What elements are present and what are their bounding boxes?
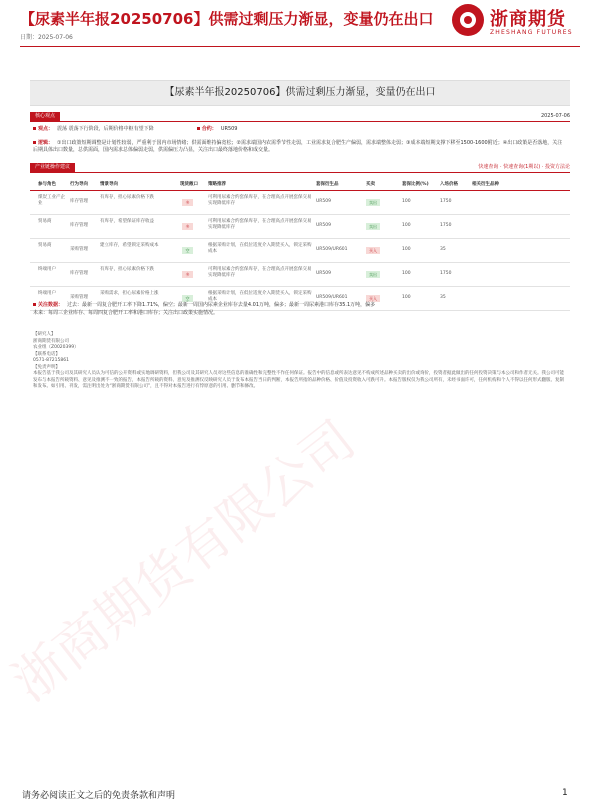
col-instrument: 套保衍生品: [316, 182, 339, 187]
table-cell-ratio: 100: [402, 295, 411, 300]
table-cell-ratio: 100: [402, 199, 411, 204]
table-cell-ratio: 100: [402, 247, 411, 252]
table-cell-scenario: 有库存，希望保证库存收益: [100, 219, 154, 224]
view-text: 震荡 震荡下行阶段，后期价格中枢有望下降: [57, 126, 154, 132]
col-strategy: 策略推荐: [208, 182, 226, 187]
table-row: [30, 191, 570, 215]
table-cell-strategy: 根据采购计划，在低位适度介入期货买入，锁定采购成本: [208, 243, 312, 254]
watermark: 浙商期货有限公司: [1, 410, 367, 714]
attention-future-line: [33, 310, 567, 317]
view-line: [33, 126, 238, 133]
table-cell-strategy: 根据采购计划，在低位适度介入期货买入，锁定采购成本: [208, 291, 312, 302]
table-cell-price: 35: [440, 247, 446, 252]
industry-section-bar: [30, 163, 570, 173]
table-cell-instrument: UR509: [316, 199, 332, 204]
side-badge: 卖出: [366, 199, 380, 206]
logo-name-cn: 浙商期货: [490, 9, 566, 30]
contact-line: 0571-87215861: [33, 358, 69, 363]
contract-label: 合约：: [201, 126, 217, 132]
page-number: 1: [562, 788, 568, 798]
exposure-badge: 空: [182, 295, 193, 302]
col-price: 入场价格: [440, 182, 458, 187]
table-cell-instrument: UR509/UR601: [316, 247, 348, 252]
core-view-date: 2025-07-06: [540, 113, 570, 119]
table-cell-strategy: 可利用尿素合约套保库存，在合理高点开展套保交易实现降低库存: [208, 195, 312, 206]
table-cell-scenario: 有库存，担心尿素价格下跌: [100, 195, 154, 200]
side-badge: 买入: [366, 295, 380, 302]
contact-line: 浙商期货有限公司: [33, 338, 69, 344]
table-cell-role: 终端用户: [38, 267, 56, 272]
side-badge: 卖出: [366, 223, 380, 230]
logic-text: ①出口政策短期调整是计划性较弱，严重利于国内市场情绪；供需面维持偏宽松；②需求端国内农需季节性走弱，工业需求复合肥生产偏弱，需求端整体走弱；③成本端短期支撑下移至1500-1600附近；④出口政策是否落地，关注后期具体出口数量，总供需面，国内需求总体偏弱走弱，供需偏压力凸显，关注出口最终落地价格和成交量。: [33, 140, 563, 153]
exposure-badge: 多: [182, 271, 193, 278]
col-related: 相关衍生品种: [472, 182, 499, 187]
logo-mark-icon: [452, 4, 484, 36]
view-label: 观点：: [38, 126, 54, 132]
contact-line: 【联系电话】: [33, 351, 60, 357]
contract-text: UR509: [220, 126, 238, 132]
table-cell-price: 1750: [440, 199, 452, 204]
core-view-tab: 核心观点: [30, 112, 60, 121]
col-scenario: 情景导向: [100, 182, 118, 187]
bullet-icon: [33, 127, 36, 130]
table-header: [30, 180, 570, 191]
table-cell-strategy: 可利用尿素合约套保库存，在合理高点开展套保交易实现降低库存: [208, 219, 312, 230]
side-badge: 买入: [366, 247, 380, 254]
table-cell-behavior: 采购管理: [70, 247, 88, 252]
table-cell-instrument: UR509: [316, 223, 332, 228]
header-title: 【尿素半年报20250706】供需过剩压力渐显，变量仍在出口: [20, 10, 434, 28]
side-badge: 卖出: [366, 271, 380, 278]
table-row: [30, 263, 570, 287]
header-date: 日期：2025-07-06: [20, 34, 73, 41]
table-cell-price: 35: [440, 295, 446, 300]
table-cell-role: 煤炭工业产企业: [38, 195, 65, 206]
logo-name-en: ZHESHANG FUTURES: [490, 29, 573, 36]
table-cell-strategy: 可利用尿素合约套保库存，在合理高点开展套保交易实现降低库存: [208, 267, 312, 278]
quick-links[interactable]: 快速查询 · 快速查询(1期以) · 投资方法论: [478, 164, 570, 170]
table-cell-instrument: UR509/UR601: [316, 295, 348, 300]
table-cell-role: 贸易商: [38, 219, 52, 224]
contact-line: 农业组（Z0020399）: [33, 345, 79, 350]
report-title: 【尿素半年报20250706】供需过剩压力渐显，变量仍在出口: [164, 87, 436, 98]
table-cell-role: 贸易商: [38, 243, 52, 248]
table-cell-behavior: 库存管理: [70, 223, 88, 228]
exposure-badge: 空: [182, 247, 193, 254]
table-cell-price: 1750: [440, 271, 452, 276]
core-view-section-bar: [30, 112, 570, 122]
bullet-icon: [33, 141, 36, 144]
industry-tab: 产业链操作建议: [30, 163, 75, 172]
contact-line: 【免责声明】: [33, 364, 60, 370]
col-behavior: 行为导向: [70, 182, 88, 187]
table-cell-role: 终端用户: [38, 291, 56, 296]
col-ratio: 套保比例(%): [402, 182, 429, 187]
col-role: 参与角色: [38, 182, 56, 187]
header-divider: [20, 46, 580, 47]
bullet-icon: [33, 303, 36, 306]
bullet-icon: [197, 127, 200, 130]
col-side: 买卖: [366, 182, 375, 187]
contacts-block: [33, 332, 567, 391]
contact-line: 【研究人】: [33, 332, 56, 337]
table-row: [30, 239, 570, 263]
table-cell-instrument: UR509: [316, 271, 332, 276]
table-cell-ratio: 100: [402, 223, 411, 228]
exposure-badge: 多: [182, 199, 193, 206]
attention-text-future: 未来：每周三企业库存、每周四复合肥开工率和港口库存；关注出口政策实施情况。: [33, 310, 219, 316]
table-cell-scenario: 有库存，担心尿素价格下跌: [100, 267, 154, 272]
company-logo: [452, 4, 592, 44]
table-cell-scenario: 建立库存，希望锁定采购成本: [100, 243, 159, 248]
table-cell-price: 1750: [440, 223, 452, 228]
table-cell-behavior: 采购管理: [70, 295, 88, 300]
footer-disclaimer-note: 请务必阅读正文之后的免责条款和声明: [22, 791, 176, 801]
attention-text-past: 过去：最新一周复合肥开工率下降1.71%，偏空；最新一周国内尿素企业库存去量4.01万吨，偏多；最新一周尿素港口库存35.1万吨，偏多: [67, 302, 376, 308]
exposure-badge: 多: [182, 223, 193, 230]
table-cell-behavior: 库存管理: [70, 199, 88, 204]
logic-line: [33, 140, 567, 154]
table-row: [30, 215, 570, 239]
table-cell-scenario: 采购需求，担心尿素价格上涨: [100, 291, 159, 296]
disclaimer-text: 本报告基于我公司及其研究人员认为可信的公开资料或实地调研资料，但我公司及其研究人员对这些信息的准确性和完整性不作任何保证。报告中的信息或所表达意见不构成所述品种买卖的出价或询价，投资者据此做出的任何投资决策与本公司和作者无关。我公司可能发布与本报告所载资料、意见及推测不一致的报告，本报告所载的资料、意见及推测仅反映研究人员于发布本报告当日的判断，本报告所指的品种价格、价值及投资收入可跌可升。本报告版权仅为我公司所有，未经书面许可，任何机构和个人不得以任何形式翻版、复制和发布。如引用、刊发，需注明出处为“浙商期货有限公司”，且不得对本报告进行有悖原意的引用、删节和修改。: [33, 371, 564, 389]
report-title-band: [30, 80, 570, 106]
attention-label: 关注数据：: [38, 302, 64, 308]
attention-line: [33, 302, 567, 309]
table-cell-ratio: 100: [402, 271, 411, 276]
col-exposure: 现货敞口: [180, 182, 198, 187]
table-cell-behavior: 库存管理: [70, 271, 88, 276]
logic-label: 逻辑：: [38, 140, 54, 146]
